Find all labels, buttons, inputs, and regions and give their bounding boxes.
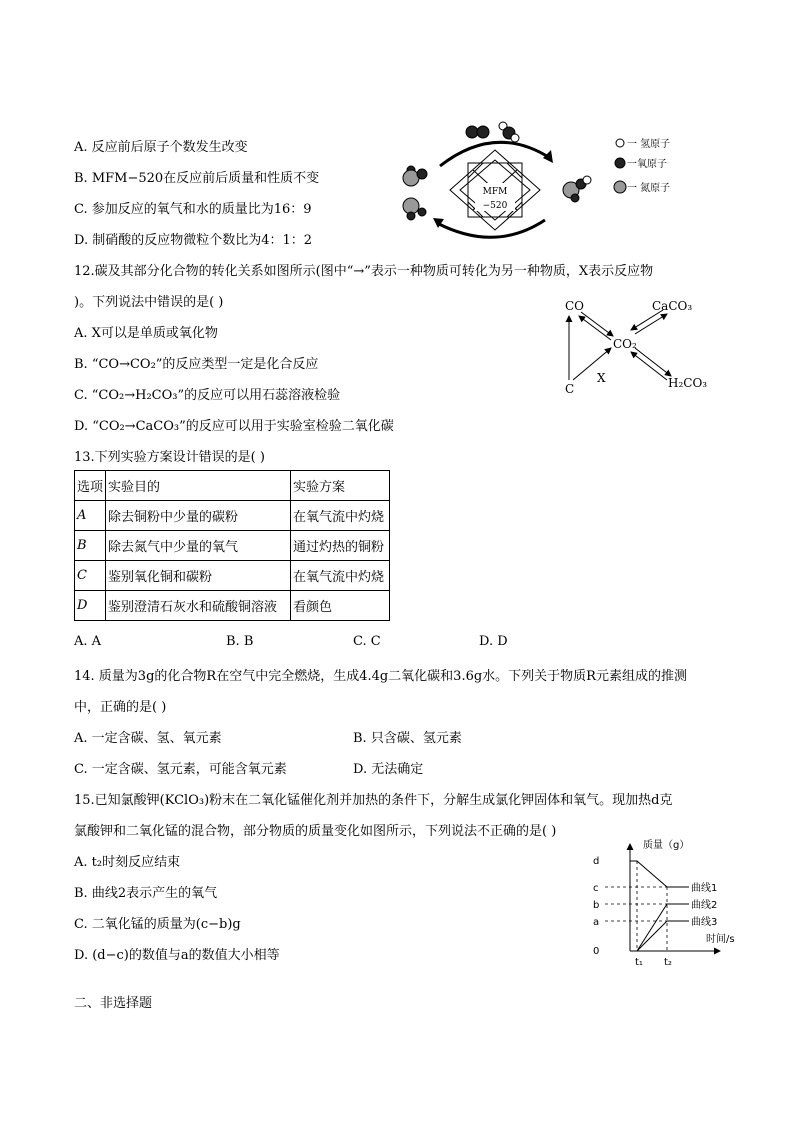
q15-option-b: B. 曲线2表示产生的氧气 [74,886,218,901]
q13-option-b: B. B [226,634,254,649]
graph-xlabel: 时间/s [706,934,735,945]
node-c: C [565,382,575,396]
q14-option-a: A. 一定含碳、氢、氧元素 [74,731,222,746]
legend-hydrogen: 一 氢原子 [627,139,671,150]
q13-option-d: D. D [479,634,508,649]
mass-time-graph [585,836,760,971]
cell-purpose: 鉴别氧化铜和碳粉 [106,561,291,591]
table-header-row [75,471,390,501]
experiment-table [74,470,390,621]
curve-1-line [630,861,689,887]
node-co2: CO₂ [613,337,637,351]
q14-option-d: D. 无法确定 [353,762,424,777]
table-row [75,561,390,591]
label-x: X [597,371,606,385]
cell-option: C [75,561,106,591]
ytick-c: c [593,883,599,894]
cell-option: D [75,591,106,621]
mfm-label-1: MFM [482,187,508,197]
q15-option-c: C. 二氧化锰的质量为(c−b)g [74,917,241,932]
section-heading: 二、非选择题 [74,996,153,1011]
carbon-conversion-diagram [555,292,725,402]
q14-stem-1: 14. 质量为3g的化合物R在空气中完全燃烧，生成4.4g二氧化碳和3.6g水。下列关于物质R元素组成的推测 [74,669,687,684]
cell-purpose: 除去铜粉中少量的碳粉 [106,501,291,531]
q11-reaction-figure [395,118,685,248]
q13-option-c: C. C [353,634,381,649]
curve-2-label: 曲线2 [691,900,718,911]
header-plan: 实验方案 [291,471,390,501]
cell-purpose: 除去氮气中少量的氧气 [106,531,291,561]
cell-purpose: 鉴别澄清石灰水和硫酸铜溶液 [106,591,291,621]
q12-option-b: B. “CO→CO₂”的反应类型一定是化合反应 [74,357,319,372]
xtick-t2: t₂ [664,957,672,968]
table-row [75,501,390,531]
curve-3-label: 曲线3 [691,917,718,928]
cell-plan: 看颜色 [291,591,390,621]
curve-2-line [637,904,689,951]
ytick-zero: 0 [593,946,600,957]
q14-stem-2: 中，正确的是( ) [74,700,167,715]
q11-option-c: C. 参加反应的氧气和水的质量比为16：9 [74,202,312,217]
header-option: 选项 [75,471,106,501]
node-h2co3: H₂CO₃ [668,376,708,390]
cell-plan: 在氧气流中灼烧 [291,561,390,591]
node-caco3: CaCO₃ [652,299,693,313]
q15-option-d: D. (d−c)的数值与a的数值大小相等 [74,948,280,963]
q15-stem-1: 15.已知氯酸钾(KClO₃)粉末在二氧化锰催化剂并加热的条件下，分解生成氯化钾固体和氧气。现加热d克 [74,793,673,808]
header-purpose: 实验目的 [106,471,291,501]
q11-option-a: A. 反应前后原子个数发生改变 [74,140,248,155]
q12-option-c: C. “CO₂→H₂CO₃”的反应可以用石蕊溶液检验 [74,388,341,403]
q13-option-a: A. A [74,634,102,649]
cell-option: B [75,531,106,561]
q15-option-a: A. t₂时刻反应结束 [74,855,181,870]
ytick-a: a [593,917,600,928]
cell-plan: 通过灼热的铜粉 [291,531,390,561]
q11-option-b: B. MFM−520在反应前后质量和性质不变 [74,171,320,186]
ytick-d: d [593,856,600,867]
table-row [75,531,390,561]
xtick-t1: t₁ [635,957,643,968]
q11-option-d: D. 制硝酸的反应物微粒个数比为4：1：2 [74,233,313,248]
q12-option-d: D. “CO₂→CaCO₃”的反应可以用于实验室检验二氧化碳 [74,419,394,434]
q12-stem-1: 12.碳及其部分化合物的转化关系如图所示(图中“→”表示一种物质可转化为另一种物质，X表示反应物 [74,264,654,279]
cell-option: A [75,501,106,531]
node-co: CO [565,299,585,313]
q12-stem-2: )。下列说法中错误的是( ) [74,295,224,310]
q14-option-b: B. 只含碳、氢元素 [353,731,462,746]
cell-plan: 在氧气流中灼烧 [291,501,390,531]
mfm-label-2: −520 [482,201,508,211]
table-row [75,591,390,621]
q15-stem-2: 氯酸钾和二氧化锰的混合物，部分物质的质量变化如图所示，下列说法不正确的是( ) [74,824,557,839]
graph-ylabel: 质量（g） [643,840,690,851]
q13-stem: 13.下列实验方案设计错误的是( ) [74,450,265,465]
legend-nitrogen: 一 氮原子 [627,183,671,194]
curve-3-line [637,921,689,951]
q14-option-c: C. 一定含碳、氢元素，可能含氧元素 [74,762,287,777]
curve-1-label: 曲线1 [691,883,718,894]
legend-oxygen: 一氧原子 [627,159,667,170]
q12-option-a: A. X可以是单质或氧化物 [74,326,218,341]
ytick-b: b [593,900,600,911]
